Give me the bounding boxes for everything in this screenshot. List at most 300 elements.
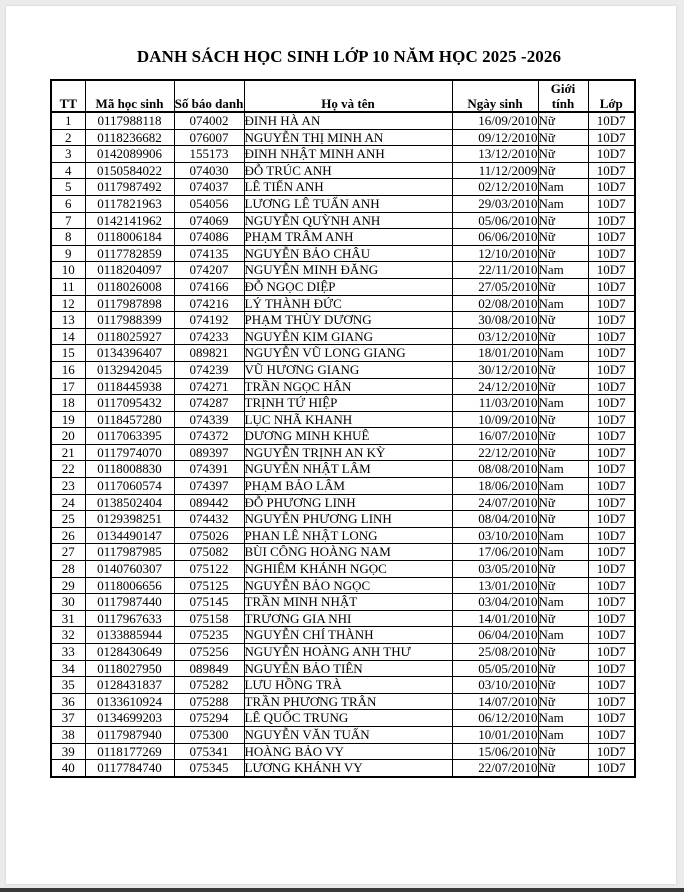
cell-full-name: BÙI CÔNG HOÀNG NAM [244,544,452,561]
cell-gender: Nữ [538,693,588,710]
cell-exam-number: 075082 [174,544,244,561]
cell-birth-date: 08/08/2010 [452,461,538,478]
cell-class: 10D7 [588,212,635,229]
cell-full-name: NGUYỄN PHƯƠNG LINH [244,511,452,528]
cell-class: 10D7 [588,561,635,578]
table-row [51,743,635,760]
cell-exam-number: 075158 [174,610,244,627]
cell-student-id: 0117988118 [85,112,174,129]
window-bottom-edge [0,888,684,892]
cell-class: 10D7 [588,610,635,627]
cell-exam-number: 075256 [174,644,244,661]
cell-class: 10D7 [588,577,635,594]
cell-class: 10D7 [588,444,635,461]
cell-birth-date: 09/12/2010 [452,129,538,146]
cell-student-id: 0117987898 [85,295,174,312]
cell-birth-date: 16/09/2010 [452,112,538,129]
cell-birth-date: 03/10/2010 [452,677,538,694]
cell-full-name: TRẦN MINH NHẬT [244,594,452,611]
cell-tt: 11 [51,278,85,295]
cell-gender: Nữ [538,378,588,395]
cell-exam-number: 074037 [174,179,244,196]
cell-birth-date: 30/08/2010 [452,312,538,329]
cell-exam-number: 074287 [174,395,244,412]
cell-full-name: NGUYỄN HOÀNG ANH THƯ [244,644,452,661]
header-birth-date: Ngày sinh [452,80,538,112]
cell-gender: Nữ [538,610,588,627]
cell-birth-date: 11/03/2010 [452,395,538,412]
cell-exam-number: 089442 [174,494,244,511]
cell-student-id: 0118025927 [85,328,174,345]
cell-student-id: 0134699203 [85,710,174,727]
cell-full-name: DƯƠNG MINH KHUÊ [244,428,452,445]
table-row [51,544,635,561]
cell-exam-number: 075145 [174,594,244,611]
cell-student-id: 0118204097 [85,262,174,279]
cell-full-name: LƯƠNG KHÁNH VY [244,760,452,777]
table-row [51,478,635,495]
cell-birth-date: 29/03/2010 [452,195,538,212]
cell-tt: 5 [51,179,85,196]
cell-student-id: 0117974070 [85,444,174,461]
cell-tt: 21 [51,444,85,461]
cell-tt: 35 [51,677,85,694]
cell-birth-date: 13/12/2010 [452,146,538,163]
cell-tt: 37 [51,710,85,727]
cell-full-name: PHẠM TRÂM ANH [244,229,452,246]
cell-full-name: TRẦN PHƯƠNG TRÂN [244,693,452,710]
cell-student-id: 0117782859 [85,245,174,262]
cell-exam-number: 074069 [174,212,244,229]
cell-gender: Nữ [538,428,588,445]
cell-tt: 36 [51,693,85,710]
cell-birth-date: 02/08/2010 [452,295,538,312]
cell-tt: 22 [51,461,85,478]
cell-gender: Nữ [538,278,588,295]
cell-full-name: HOÀNG BẢO VY [244,743,452,760]
header-tt: TT [51,80,85,112]
header-gender-line1: Giới [550,81,576,96]
cell-gender: Nữ [538,644,588,661]
cell-student-id: 0133610924 [85,693,174,710]
cell-student-id: 0118236682 [85,129,174,146]
cell-gender: Nữ [538,129,588,146]
cell-tt: 14 [51,328,85,345]
table-row [51,726,635,743]
table-row [51,677,635,694]
cell-gender: Nữ [538,444,588,461]
table-row [51,594,635,611]
cell-class: 10D7 [588,627,635,644]
cell-gender: Nữ [538,361,588,378]
cell-birth-date: 24/12/2010 [452,378,538,395]
cell-class: 10D7 [588,312,635,329]
cell-birth-date: 05/05/2010 [452,660,538,677]
cell-class: 10D7 [588,478,635,495]
cell-class: 10D7 [588,378,635,395]
table-header-row [51,80,635,112]
cell-birth-date: 12/10/2010 [452,245,538,262]
cell-class: 10D7 [588,693,635,710]
cell-full-name: VŨ HƯƠNG GIANG [244,361,452,378]
cell-gender: Nữ [538,146,588,163]
table-row [51,229,635,246]
cell-full-name: TRẦN NGỌC HÂN [244,378,452,395]
cell-gender: Nữ [538,411,588,428]
cell-class: 10D7 [588,544,635,561]
cell-tt: 18 [51,395,85,412]
cell-student-id: 0134490147 [85,527,174,544]
cell-student-id: 0117987440 [85,594,174,611]
cell-class: 10D7 [588,461,635,478]
cell-full-name: PHẠM THÙY DƯƠNG [244,312,452,329]
table-row [51,511,635,528]
cell-tt: 17 [51,378,85,395]
cell-tt: 8 [51,229,85,246]
cell-student-id: 0134396407 [85,345,174,362]
cell-student-id: 0117987940 [85,726,174,743]
cell-student-id: 0142141962 [85,212,174,229]
cell-tt: 32 [51,627,85,644]
cell-exam-number: 075300 [174,726,244,743]
cell-tt: 26 [51,527,85,544]
cell-class: 10D7 [588,361,635,378]
table-row [51,710,635,727]
table-row [51,395,635,412]
cell-exam-number: 074391 [174,461,244,478]
table-row [51,345,635,362]
cell-gender: Nữ [538,245,588,262]
cell-birth-date: 25/08/2010 [452,644,538,661]
table-row [51,312,635,329]
cell-class: 10D7 [588,162,635,179]
cell-gender: Nữ [538,511,588,528]
cell-exam-number: 075122 [174,561,244,578]
cell-class: 10D7 [588,527,635,544]
cell-class: 10D7 [588,710,635,727]
cell-student-id: 0117987985 [85,544,174,561]
table-row [51,660,635,677]
table-row [51,162,635,179]
cell-class: 10D7 [588,760,635,777]
cell-exam-number: 074166 [174,278,244,295]
cell-tt: 4 [51,162,85,179]
cell-full-name: ĐỖ TRÚC ANH [244,162,452,179]
cell-class: 10D7 [588,428,635,445]
cell-full-name: NGUYỄN MINH ĐĂNG [244,262,452,279]
cell-student-id: 0140760307 [85,561,174,578]
cell-student-id: 0118008830 [85,461,174,478]
cell-birth-date: 02/12/2010 [452,179,538,196]
cell-class: 10D7 [588,726,635,743]
cell-full-name: TRƯƠNG GIA NHI [244,610,452,627]
document-title: DANH SÁCH HỌC SINH LỚP 10 NĂM HỌC 2025 -2026 [136,47,562,66]
cell-exam-number: 074216 [174,295,244,312]
cell-gender: Nam [538,627,588,644]
cell-birth-date: 06/04/2010 [452,627,538,644]
cell-tt: 12 [51,295,85,312]
cell-gender: Nam [538,594,588,611]
cell-birth-date: 17/06/2010 [452,544,538,561]
cell-student-id: 0128431837 [85,677,174,694]
table-row [51,693,635,710]
table-row [51,295,635,312]
cell-gender: Nam [538,262,588,279]
cell-birth-date: 10/09/2010 [452,411,538,428]
cell-tt: 16 [51,361,85,378]
cell-birth-date: 10/01/2010 [452,726,538,743]
cell-exam-number: 074030 [174,162,244,179]
table-row [51,278,635,295]
cell-birth-date: 24/07/2010 [452,494,538,511]
cell-class: 10D7 [588,229,635,246]
table-row [51,760,635,777]
table-row [51,644,635,661]
cell-exam-number: 074233 [174,328,244,345]
cell-tt: 10 [51,262,85,279]
cell-tt: 2 [51,129,85,146]
cell-birth-date: 08/04/2010 [452,511,538,528]
cell-tt: 33 [51,644,85,661]
cell-exam-number: 075345 [174,760,244,777]
cell-full-name: PHAN LÊ NHẬT LONG [244,527,452,544]
cell-birth-date: 13/01/2010 [452,577,538,594]
cell-birth-date: 06/12/2010 [452,710,538,727]
cell-class: 10D7 [588,278,635,295]
header-gender-line2: tính [551,96,575,111]
cell-tt: 29 [51,577,85,594]
table-row [51,146,635,163]
cell-class: 10D7 [588,411,635,428]
cell-exam-number: 075288 [174,693,244,710]
header-full-name: Họ và tên [244,80,452,112]
cell-class: 10D7 [588,511,635,528]
cell-student-id: 0117821963 [85,195,174,212]
cell-gender: Nữ [538,577,588,594]
cell-exam-number: 074271 [174,378,244,395]
cell-tt: 40 [51,760,85,777]
cell-student-id: 0117060574 [85,478,174,495]
cell-full-name: ĐINH HÀ AN [244,112,452,129]
cell-gender: Nữ [538,660,588,677]
cell-birth-date: 05/06/2010 [452,212,538,229]
cell-birth-date: 18/01/2010 [452,345,538,362]
cell-full-name: ĐỖ PHƯƠNG LINH [244,494,452,511]
cell-birth-date: 11/12/2009 [452,162,538,179]
cell-full-name: NGUYỄN THỊ MINH AN [244,129,452,146]
cell-tt: 20 [51,428,85,445]
student-roster-table [50,79,636,778]
cell-class: 10D7 [588,494,635,511]
cell-exam-number: 075235 [174,627,244,644]
cell-student-id: 0118006184 [85,229,174,246]
table-row [51,328,635,345]
table-row [51,494,635,511]
cell-birth-date: 03/05/2010 [452,561,538,578]
cell-class: 10D7 [588,677,635,694]
cell-tt: 39 [51,743,85,760]
cell-student-id: 0118026008 [85,278,174,295]
table-row [51,112,635,129]
cell-gender: Nữ [538,561,588,578]
cell-tt: 7 [51,212,85,229]
cell-full-name: NGUYỄN BẢO NGỌC [244,577,452,594]
cell-gender: Nam [538,478,588,495]
table-row [51,461,635,478]
cell-student-id: 0142089906 [85,146,174,163]
cell-student-id: 0117967633 [85,610,174,627]
cell-full-name: PHẠM BẢO LÂM [244,478,452,495]
table-row [51,577,635,594]
cell-full-name: NGUYỄN BẢO CHÂU [244,245,452,262]
cell-tt: 28 [51,561,85,578]
cell-exam-number: 074397 [174,478,244,495]
cell-birth-date: 06/06/2010 [452,229,538,246]
cell-student-id: 0128430649 [85,644,174,661]
cell-full-name: LƯU HỒNG TRÀ [244,677,452,694]
cell-birth-date: 22/07/2010 [452,760,538,777]
cell-full-name: TRỊNH TỨ HIỆP [244,395,452,412]
cell-birth-date: 14/01/2010 [452,610,538,627]
cell-exam-number: 075282 [174,677,244,694]
cell-exam-number: 074372 [174,428,244,445]
cell-student-id: 0117784740 [85,760,174,777]
cell-student-id: 0118027950 [85,660,174,677]
cell-class: 10D7 [588,295,635,312]
cell-birth-date: 27/05/2010 [452,278,538,295]
cell-gender: Nữ [538,494,588,511]
cell-class: 10D7 [588,245,635,262]
cell-gender: Nam [538,345,588,362]
cell-exam-number: 074135 [174,245,244,262]
cell-class: 10D7 [588,644,635,661]
table-row [51,627,635,644]
cell-full-name: ĐINH NHẬT MINH ANH [244,146,452,163]
cell-birth-date: 03/10/2010 [452,527,538,544]
table-row [51,361,635,378]
cell-tt: 15 [51,345,85,362]
cell-exam-number: 089397 [174,444,244,461]
table-row [51,212,635,229]
cell-gender: Nữ [538,760,588,777]
cell-full-name: NGUYỄN VĂN TUẤN [244,726,452,743]
cell-tt: 6 [51,195,85,212]
cell-full-name: NGUYỄN BẢO TIÊN [244,660,452,677]
table-row [51,378,635,395]
cell-birth-date: 14/07/2010 [452,693,538,710]
cell-student-id: 0118457280 [85,411,174,428]
cell-gender: Nam [538,195,588,212]
cell-full-name: NGUYỄN CHÍ THÀNH [244,627,452,644]
cell-exam-number: 076007 [174,129,244,146]
cell-class: 10D7 [588,129,635,146]
cell-birth-date: 03/12/2010 [452,328,538,345]
cell-gender: Nam [538,295,588,312]
cell-class: 10D7 [588,146,635,163]
table-row [51,527,635,544]
cell-exam-number: 075125 [174,577,244,594]
cell-exam-number: 075026 [174,527,244,544]
cell-student-id: 0133885944 [85,627,174,644]
table-row [51,195,635,212]
table-row [51,428,635,445]
cell-gender: Nữ [538,312,588,329]
cell-tt: 24 [51,494,85,511]
cell-gender: Nam [538,710,588,727]
cell-birth-date: 22/11/2010 [452,262,538,279]
cell-exam-number: 074432 [174,511,244,528]
cell-full-name: LỤC NHÃ KHANH [244,411,452,428]
cell-class: 10D7 [588,743,635,760]
cell-full-name: NGHIÊM KHÁNH NGỌC [244,561,452,578]
cell-student-id: 0150584022 [85,162,174,179]
table-row [51,411,635,428]
table-row [51,610,635,627]
cell-gender: Nữ [538,743,588,760]
cell-class: 10D7 [588,195,635,212]
cell-tt: 1 [51,112,85,129]
cell-tt: 38 [51,726,85,743]
cell-tt: 23 [51,478,85,495]
cell-tt: 34 [51,660,85,677]
cell-full-name: NGUYỄN NHẬT LÂM [244,461,452,478]
cell-exam-number: 089821 [174,345,244,362]
cell-full-name: LÊ TIẾN ANH [244,179,452,196]
cell-gender: Nam [538,461,588,478]
cell-full-name: NGUYỄN VŨ LONG GIANG [244,345,452,362]
header-exam-number: Số báo danh [174,80,244,112]
cell-exam-number: 074002 [174,112,244,129]
table-row [51,262,635,279]
table-row [51,129,635,146]
cell-exam-number: 155173 [174,146,244,163]
cell-class: 10D7 [588,112,635,129]
cell-class: 10D7 [588,660,635,677]
cell-gender: Nữ [538,162,588,179]
header-student-id: Mã học sinh [85,80,174,112]
cell-birth-date: 30/12/2010 [452,361,538,378]
cell-full-name: NGUYỄN TRỊNH AN KỲ [244,444,452,461]
cell-gender: Nữ [538,112,588,129]
cell-exam-number: 075294 [174,710,244,727]
cell-student-id: 0117988399 [85,312,174,329]
cell-student-id: 0129398251 [85,511,174,528]
cell-exam-number: 075341 [174,743,244,760]
cell-exam-number: 074086 [174,229,244,246]
cell-gender: Nam [538,179,588,196]
cell-student-id: 0118177269 [85,743,174,760]
cell-class: 10D7 [588,345,635,362]
cell-full-name: ĐỖ NGỌC DIỆP [244,278,452,295]
cell-gender: Nam [538,527,588,544]
cell-exam-number: 054056 [174,195,244,212]
cell-class: 10D7 [588,262,635,279]
cell-exam-number: 074339 [174,411,244,428]
cell-full-name: NGUYỄN QUỲNH ANH [244,212,452,229]
cell-gender: Nam [538,395,588,412]
header-gender [538,80,588,112]
cell-class: 10D7 [588,179,635,196]
header-class: Lớp [588,80,635,112]
cell-gender: Nam [538,544,588,561]
cell-class: 10D7 [588,395,635,412]
cell-tt: 25 [51,511,85,528]
cell-tt: 19 [51,411,85,428]
cell-gender: Nữ [538,229,588,246]
cell-tt: 30 [51,594,85,611]
cell-birth-date: 18/06/2010 [452,478,538,495]
cell-exam-number: 074207 [174,262,244,279]
